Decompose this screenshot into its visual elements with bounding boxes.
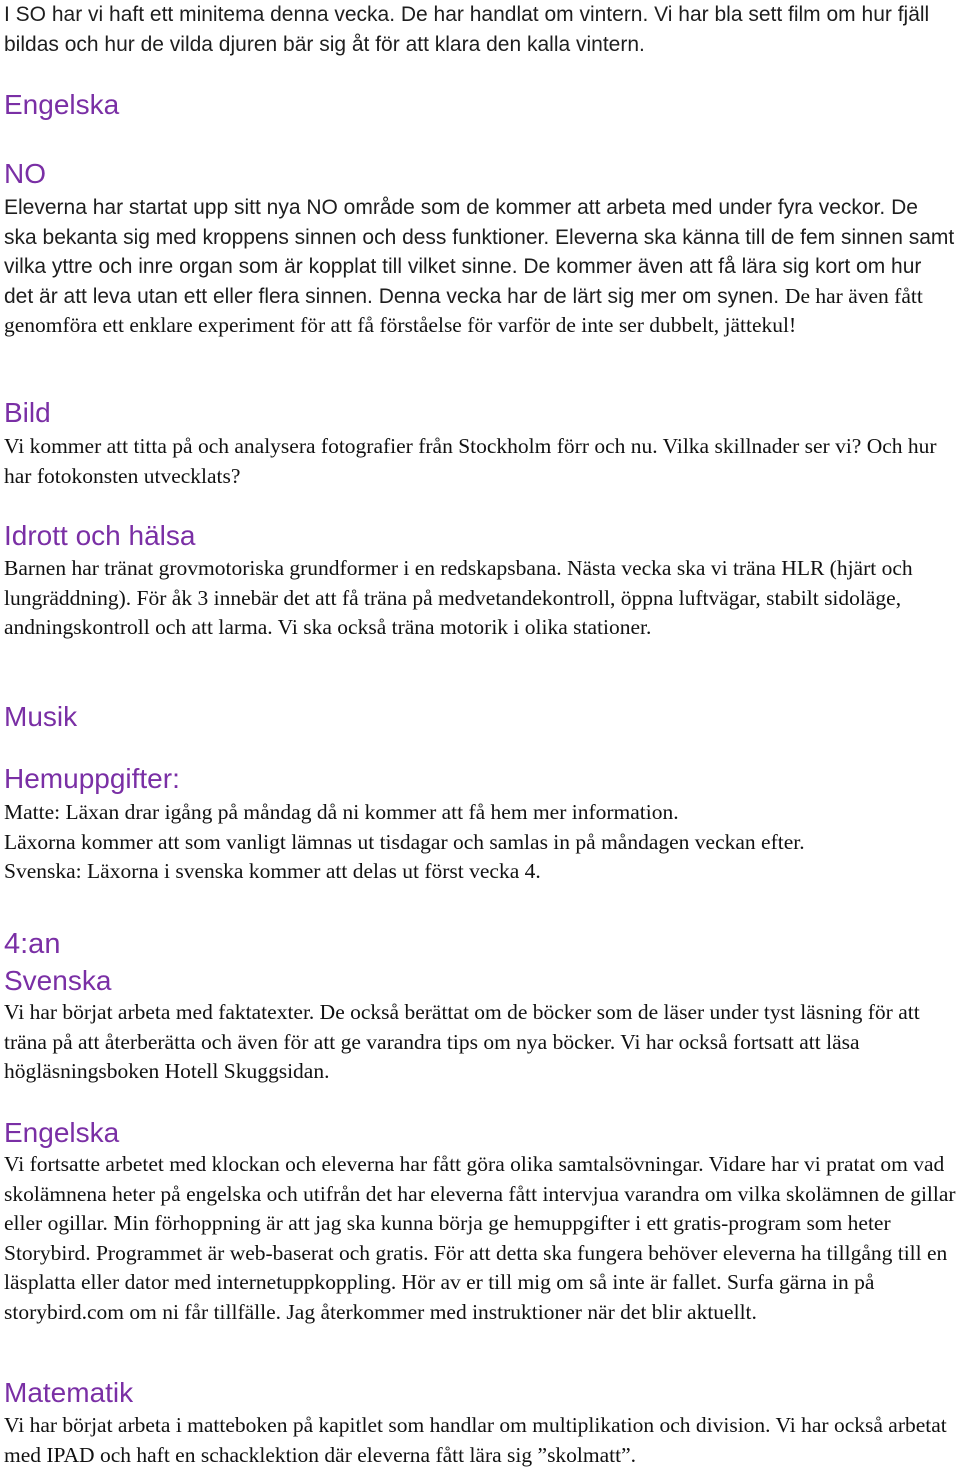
heading-musik: Musik bbox=[4, 701, 78, 732]
no-text-3: De har även fått genomföra ett enklare experiment för att få förståelse för varför de inte ser dubbelt, jättekul! bbox=[4, 283, 923, 337]
heading-engelska: Engelska bbox=[4, 89, 120, 120]
hemuppgifter-block bbox=[4, 798, 956, 887]
intro-paragraph: I SO har vi haft ett minitema denna vecka. De har handlat om vintern. Vi har bla sett film om hur fjäll bildas och hur de vilda djuren bär sig åt för att klara den kalla vintern. bbox=[4, 3, 930, 56]
heading-bild: Bild bbox=[4, 397, 51, 428]
engelska-paragraph: Vi fortsatte arbetet med klockan och eleverna har fått göra olika samtalsövningar. Vidare har vi pratat om vad skolämnena heter på engelska och utifrån det har eleverna fått intervjua varandra om vilka skolämnen de gillar eller ogillar. Min förhoppning är att jag ska kunna börja ge hemuppgifter i ett gratis-program som heter Storybird. Programmet är web-baserat och gratis. För att detta ska fungera behöver eleverna ha tillgång till en läsplatta eller dator med internetuppkoppling. Hör av er till mig om så inte är fallet. Surfa gärna in på storybird.com om ni får tillfälle. Jag återkommer med instruktioner när det blir aktuellt. bbox=[4, 1152, 956, 1324]
heading-svenska: Svenska bbox=[4, 965, 112, 996]
heading-engelska-2: Engelska bbox=[4, 1117, 120, 1148]
heading-hemuppgifter: Hemuppgifter: bbox=[4, 763, 180, 794]
heading-no: NO bbox=[4, 158, 46, 189]
svenska-label: Svenska bbox=[4, 859, 76, 883]
no-paragraph bbox=[4, 193, 956, 341]
no-text-1: Eleverna har startat upp sitt nya NO område som de kommer att arbeta med under fyra veckor. De ska bekanta sig med kroppens sinnen och dess funktioner. bbox=[4, 196, 918, 249]
svenska-text: : Läxorna i svenska kommer att delas ut först vecka 4. bbox=[75, 859, 541, 883]
hemuppgifter-svenska-line bbox=[4, 857, 956, 887]
hemuppgifter-matte-line bbox=[4, 798, 956, 828]
idrott-paragraph: Barnen har tränat grovmotoriska grundformer i en redskapsbana. Nästa vecka ska vi träna HLR (hjärt och lungräddning). För åk 3 innebär det att få träna på medvetandekontroll, öppna luftvägar, stabilt sidoläge, andningskontroll och att larma. Vi ska också träna motorik i olika stationer. bbox=[4, 556, 913, 639]
bild-paragraph: Vi kommer att titta på och analysera fotografier från Stockholm förr och nu. Vilka skillnader ser vi? Och hur har fotokonsten utvecklats? bbox=[4, 434, 937, 488]
heading-idrott: Idrott och hälsa bbox=[4, 520, 196, 551]
matte-label: Matte bbox=[4, 800, 55, 824]
heading-matematik: Matematik bbox=[4, 1377, 134, 1408]
no-text-2: Eleverna ska känna till de fem sinnen samt vilka yttre och inre organ som är kopplat till vilket sinne. De kommer även att få lära sig kort om hur det är att leva utan ett eller flera sinnen. Denna vecka har de lärt sig mer om synen. bbox=[4, 225, 955, 308]
svenska-paragraph: Vi har börjat arbeta med faktatexter. De också berättat om de böcker som de läser under tyst läsning för att träna på att återberätta och även för att ge varandra tips om nya böcker. Vi har också fortsatt att läsa högläsningsboken Hotell Skuggsidan. bbox=[4, 1000, 920, 1083]
matematik-paragraph: Vi har börjat arbeta i matteboken på kapitlet som handlar om multiplikation och division. Vi har också arbetat med IPAD och haft en schacklektion där eleverna fått lära sig ”skolmatt”. bbox=[4, 1413, 947, 1467]
matte-text: : Läxan drar igång på måndag då ni kommer att få hem mer information. bbox=[54, 800, 679, 824]
hemuppgifter-line-2: Läxorna kommer att som vanligt lämnas ut tisdagar och samlas in på måndagen veckan efter. bbox=[4, 829, 805, 854]
heading-4an: 4:an bbox=[4, 928, 61, 960]
